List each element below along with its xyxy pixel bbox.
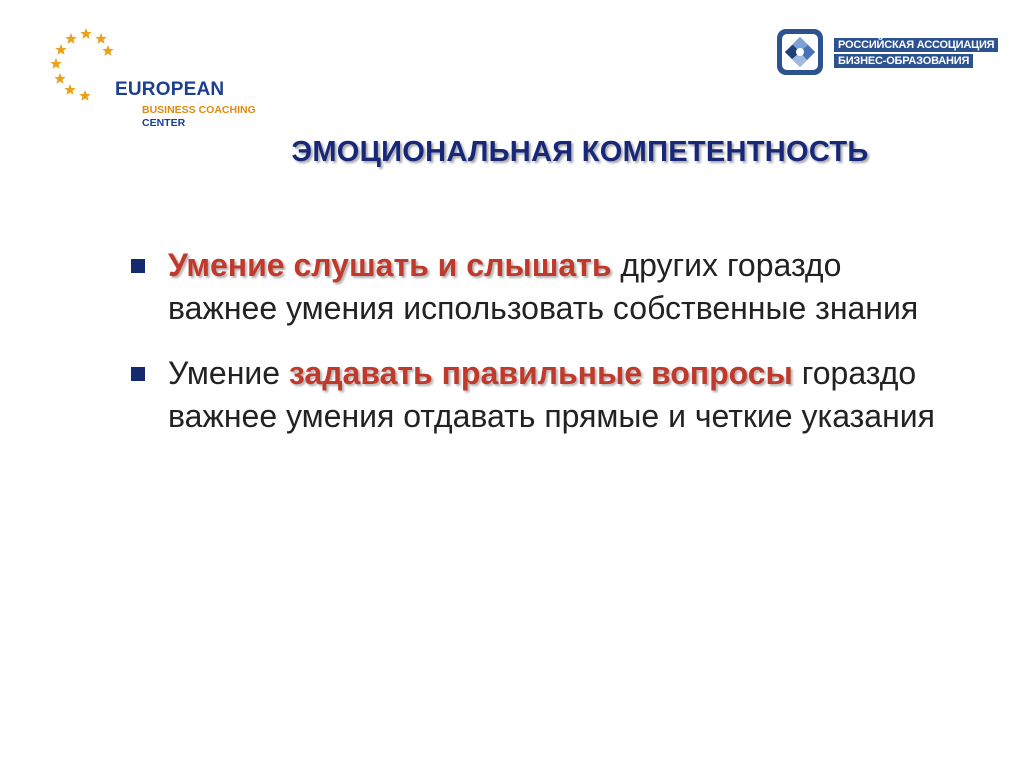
slide-title: ЭМОЦИОНАЛЬНАЯ КОМПЕТЕНТНОСТЬ bbox=[291, 136, 869, 168]
logo-text-association: РОССИЙСКАЯ АССОЦИАЦИЯ bbox=[834, 38, 998, 52]
logo-text-business-education: БИЗНЕС-ОБРАЗОВАНИЯ bbox=[834, 54, 973, 68]
european-business-coaching-logo bbox=[48, 26, 256, 129]
bullet-rest: гораздо важнее умения отдавать прямые и четкие указания bbox=[168, 355, 935, 434]
bullet-list bbox=[128, 244, 958, 460]
bullet-lead: Умение bbox=[168, 355, 289, 391]
aperture-logo-icon bbox=[776, 28, 824, 76]
bullet-text bbox=[168, 352, 958, 438]
logo-text-center: CENTER bbox=[142, 117, 186, 129]
square-bullet-icon bbox=[131, 259, 145, 273]
russian-association-logo bbox=[776, 28, 995, 76]
bullet-emphasis: задавать правильные вопросы bbox=[288, 355, 793, 391]
bullet-text bbox=[168, 244, 958, 330]
bullet-item bbox=[128, 352, 958, 438]
star-ring-icon bbox=[48, 26, 118, 106]
bullet-item bbox=[128, 244, 958, 330]
logo-text-business-coaching: BUSINESS COACHING bbox=[142, 104, 256, 116]
bullet-rest: других гораздо важнее умения использовать собственные знания bbox=[168, 247, 919, 326]
bullet-emphasis: Умение слушать и слышать bbox=[168, 247, 612, 283]
logo-text-european: EUROPEAN bbox=[115, 79, 225, 100]
square-bullet-icon bbox=[131, 367, 145, 381]
